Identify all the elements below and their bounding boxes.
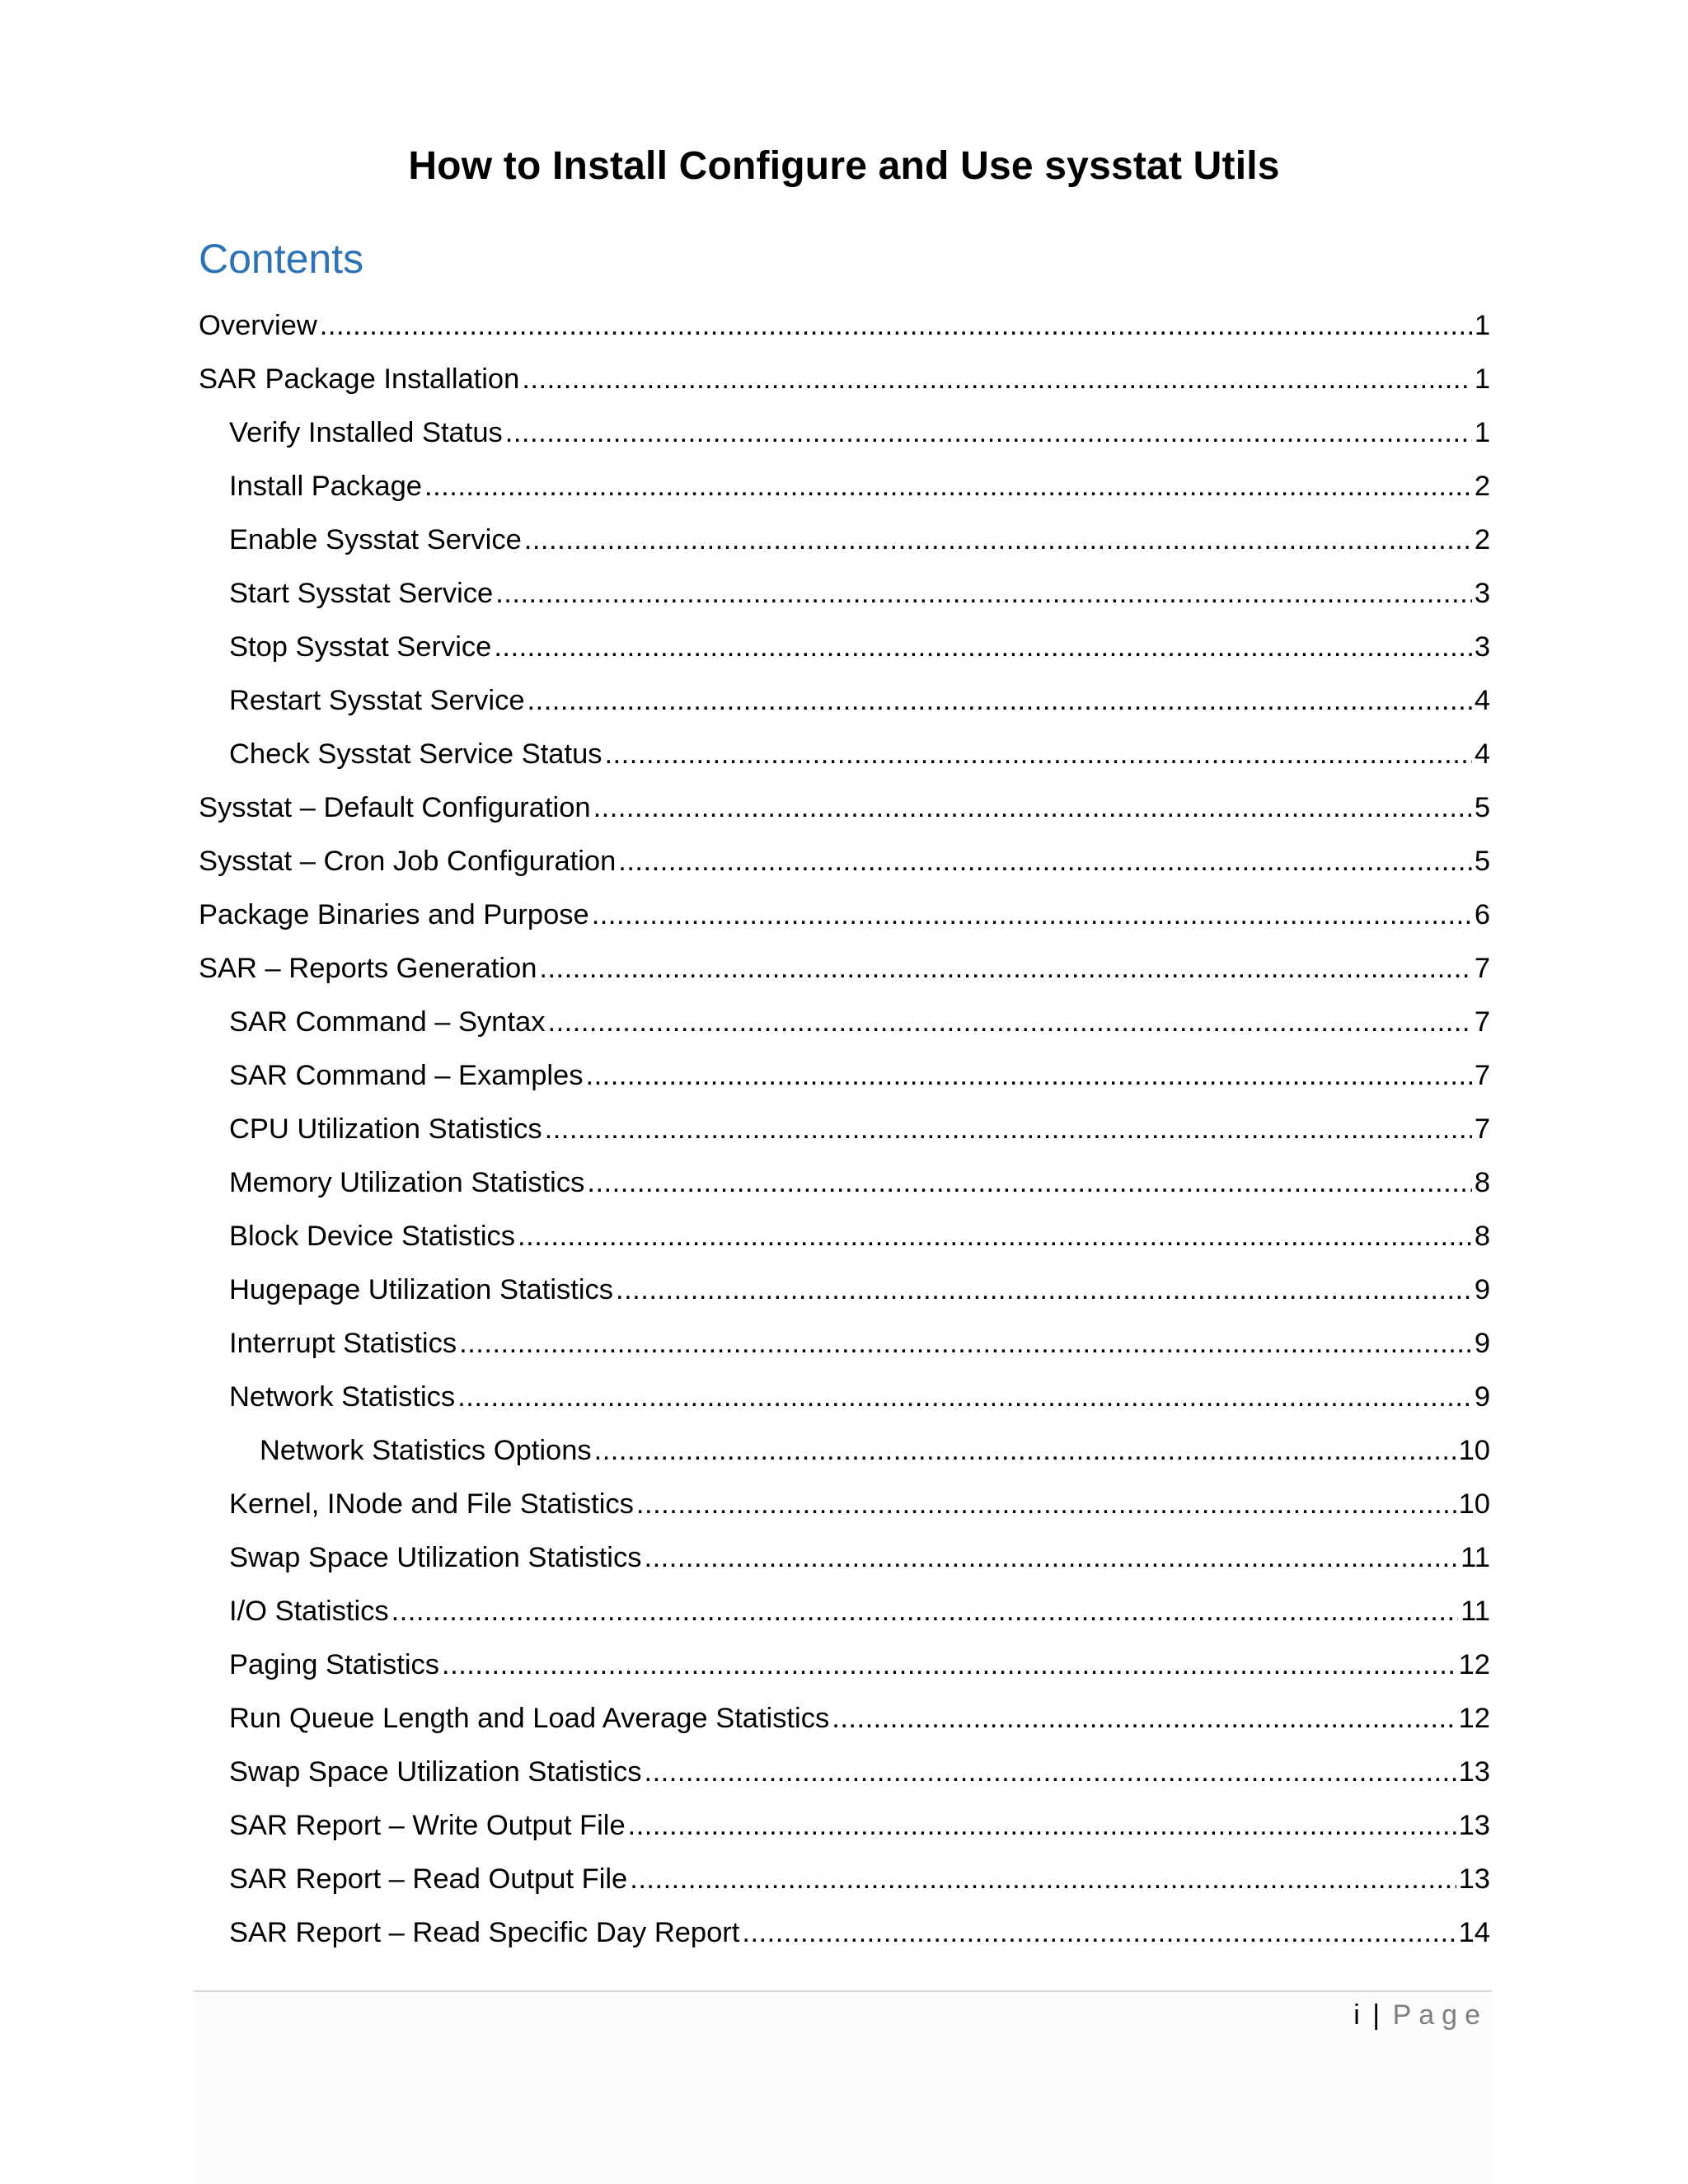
toc-entry-page-number: 4 (1474, 738, 1490, 770)
footer-separator: | (1372, 1999, 1381, 2031)
toc-dot-leader (545, 1108, 1472, 1150)
toc-entry-title: Verify Installed Status (229, 417, 503, 448)
toc-dot-leader (742, 1912, 1456, 1953)
toc-entry[interactable] (199, 894, 1490, 948)
toc-entry-title: SAR – Reports Generation (199, 953, 537, 984)
toc-entry[interactable] (199, 1162, 1490, 1216)
toc-entry[interactable] (199, 1537, 1490, 1591)
toc-entry-page-number: 13 (1458, 1810, 1490, 1841)
toc-entry[interactable] (199, 1055, 1490, 1108)
toc-dot-leader (618, 841, 1472, 882)
toc-entry-title: Swap Space Utilization Statistics (229, 1756, 642, 1788)
toc-dot-leader (539, 948, 1471, 989)
toc-entry[interactable] (199, 1805, 1490, 1858)
toc-entry-page-number: 7 (1474, 1060, 1490, 1091)
footer-page-number: i (1353, 1999, 1360, 2031)
toc-entry[interactable] (199, 466, 1490, 519)
toc-entry[interactable] (199, 1698, 1490, 1751)
toc-entry[interactable] (199, 841, 1490, 894)
toc-dot-leader (392, 1591, 1459, 1632)
toc-entry-title: I/O Statistics (229, 1596, 389, 1627)
toc-entry[interactable] (199, 573, 1490, 626)
toc-entry-page-number: 1 (1474, 363, 1490, 395)
toc-dot-leader (442, 1644, 1456, 1685)
toc-dot-leader (320, 305, 1472, 346)
toc-entry[interactable] (199, 1858, 1490, 1912)
toc-entry-page-number: 5 (1474, 846, 1490, 877)
toc-entry[interactable] (199, 519, 1490, 573)
toc-entry[interactable] (199, 680, 1490, 733)
toc-dot-leader (605, 733, 1472, 775)
toc-entry-title: Paging Statistics (229, 1649, 440, 1680)
toc-dot-leader (644, 1537, 1458, 1578)
toc-entry-page-number: 5 (1474, 792, 1490, 823)
toc-entry-title: Network Statistics Options (260, 1435, 592, 1466)
toc-dot-leader (630, 1858, 1456, 1900)
toc-dot-leader (424, 466, 1472, 507)
toc-entry-page-number: 3 (1474, 631, 1490, 663)
toc-entry-title: Block Device Statistics (229, 1221, 516, 1252)
toc-entry-title: Memory Utilization Statistics (229, 1167, 585, 1198)
toc-dot-leader (586, 1055, 1472, 1096)
toc-entry-page-number: 13 (1458, 1756, 1490, 1788)
footer-page-label: Page (1392, 1999, 1488, 2031)
toc-entry[interactable] (199, 1751, 1490, 1805)
toc-entry-page-number: 8 (1474, 1167, 1490, 1198)
toc-entry-page-number: 13 (1458, 1863, 1490, 1895)
page-footer (1353, 1996, 1488, 2034)
toc-dot-leader (528, 680, 1472, 721)
toc-entry[interactable] (199, 948, 1490, 1001)
toc-entry-title: Swap Space Utilization Statistics (229, 1542, 642, 1573)
toc-entry-title: Run Queue Length and Load Average Statistics (229, 1703, 830, 1734)
toc-dot-leader (832, 1698, 1456, 1739)
toc-entry-title: Interrupt Statistics (229, 1328, 457, 1359)
toc-entry-title: SAR Command – Examples (229, 1060, 584, 1091)
toc-entry-title: Stop Sysstat Service (229, 631, 492, 663)
toc-entry[interactable] (199, 733, 1490, 787)
toc-dot-leader (505, 412, 1472, 453)
toc-dot-leader (524, 519, 1472, 560)
toc-entry[interactable] (199, 1376, 1490, 1430)
toc-heading: Contents (199, 236, 364, 282)
toc-entry[interactable] (199, 305, 1490, 359)
toc-entry-title: Check Sysstat Service Status (229, 738, 603, 770)
toc-entry-page-number: 14 (1458, 1917, 1490, 1948)
toc-entry-page-number: 8 (1474, 1221, 1490, 1252)
toc-dot-leader (459, 1323, 1472, 1364)
toc-dot-leader (548, 1001, 1472, 1043)
toc-dot-leader (644, 1751, 1456, 1793)
toc-dot-leader (495, 573, 1472, 614)
toc-dot-leader (593, 787, 1472, 828)
toc-entry-page-number: 1 (1474, 310, 1490, 341)
toc-entry-page-number: 7 (1474, 1113, 1490, 1145)
toc-dot-leader (457, 1376, 1472, 1418)
toc-entry-page-number: 10 (1458, 1488, 1490, 1520)
toc-entry-title: Install Package (229, 471, 422, 502)
toc-entry-page-number: 7 (1474, 1006, 1490, 1038)
toc-dot-leader (636, 1483, 1456, 1525)
toc-entry-page-number: 11 (1461, 1596, 1490, 1627)
footer-area (194, 1992, 1492, 2184)
toc-entry-page-number: 6 (1474, 899, 1490, 930)
footer-divider (194, 1990, 1492, 1992)
toc-entry-page-number: 7 (1474, 953, 1490, 984)
toc-entry-page-number: 2 (1474, 471, 1490, 502)
toc-entry-page-number: 12 (1458, 1703, 1490, 1734)
toc-entry-title: Overview (199, 310, 317, 341)
toc-entry-title: Restart Sysstat Service (229, 685, 525, 716)
toc-dot-leader (594, 1430, 1456, 1471)
toc-entry[interactable] (199, 1269, 1490, 1323)
toc-dot-leader (522, 359, 1472, 400)
toc-entry-page-number: 3 (1474, 578, 1490, 609)
toc-dot-leader (592, 894, 1472, 935)
table-of-contents (199, 305, 1490, 1966)
toc-dot-leader (518, 1216, 1472, 1257)
toc-entry-page-number: 11 (1461, 1542, 1490, 1573)
toc-entry-title: Package Binaries and Purpose (199, 899, 589, 930)
toc-entry-title: Sysstat – Cron Job Configuration (199, 846, 617, 877)
toc-entry[interactable] (199, 1216, 1490, 1269)
toc-entry-title: Start Sysstat Service (229, 578, 494, 609)
toc-entry-title: Kernel, INode and File Statistics (229, 1488, 634, 1520)
toc-entry[interactable] (199, 1323, 1490, 1376)
toc-entry-page-number: 4 (1474, 685, 1490, 716)
toc-entry[interactable] (199, 412, 1490, 466)
toc-dot-leader (616, 1269, 1472, 1310)
toc-entry[interactable] (199, 1108, 1490, 1162)
toc-entry-page-number: 9 (1474, 1274, 1490, 1305)
toc-entry[interactable] (199, 1001, 1490, 1055)
toc-entry-title: Enable Sysstat Service (229, 524, 522, 555)
toc-entry-page-number: 1 (1474, 417, 1490, 448)
toc-entry[interactable] (199, 1591, 1490, 1644)
toc-entry-title: SAR Report – Write Output File (229, 1810, 626, 1841)
toc-entry-page-number: 9 (1474, 1328, 1490, 1359)
toc-entry-page-number: 2 (1474, 524, 1490, 555)
toc-entry-title: CPU Utilization Statistics (229, 1113, 542, 1145)
toc-entry-title: SAR Report – Read Output File (229, 1863, 628, 1895)
toc-dot-leader (628, 1805, 1456, 1846)
toc-entry[interactable] (199, 787, 1490, 841)
toc-entry-title: SAR Package Installation (199, 363, 520, 395)
toc-entry-page-number: 10 (1458, 1435, 1490, 1466)
toc-entry[interactable] (199, 1483, 1490, 1537)
toc-entry[interactable] (199, 626, 1490, 680)
toc-entry-title: SAR Report – Read Specific Day Report (229, 1917, 740, 1948)
toc-entry-page-number: 9 (1474, 1381, 1490, 1413)
toc-dot-leader (587, 1162, 1471, 1203)
toc-entry-title: Hugepage Utilization Statistics (229, 1274, 613, 1305)
document-title: How to Install Configure and Use sysstat Utils (408, 144, 1280, 189)
toc-entry[interactable] (199, 359, 1490, 412)
toc-entry-title: SAR Command – Syntax (229, 1006, 546, 1038)
toc-entry-title: Sysstat – Default Configuration (199, 792, 591, 823)
toc-dot-leader (494, 626, 1472, 668)
toc-entry-title: Network Statistics (229, 1381, 456, 1413)
toc-entry-page-number: 12 (1458, 1649, 1490, 1680)
toc-entry[interactable] (199, 1912, 1490, 1966)
toc-entry[interactable] (199, 1644, 1490, 1698)
toc-entry[interactable] (199, 1430, 1490, 1483)
